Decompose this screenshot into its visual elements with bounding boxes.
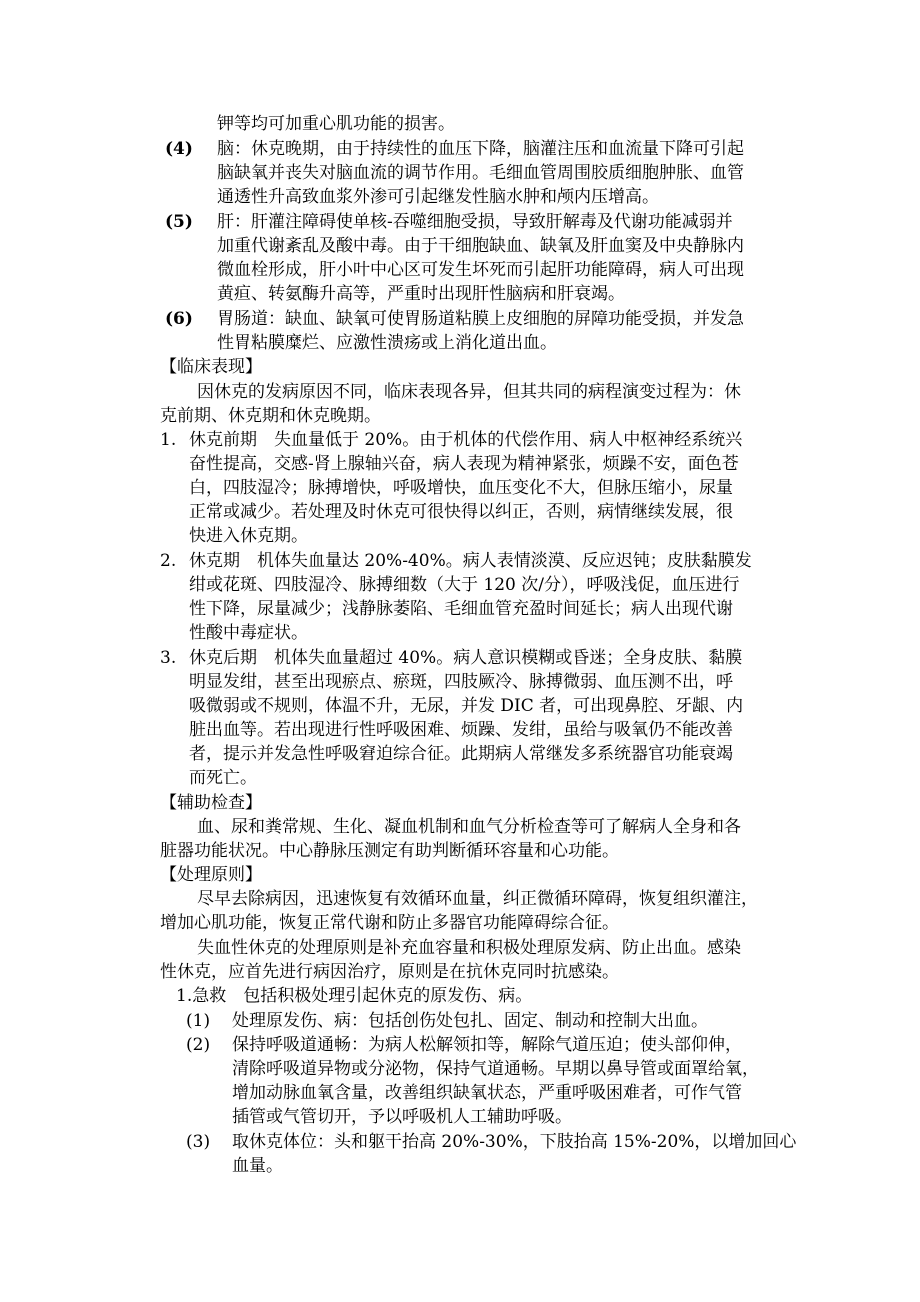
stage-1-line: 正常或减少。若处理及时休克可很快得以纠正，否则，病情继续发展，很 [189, 502, 733, 522]
liver-item-marker: (5) [165, 212, 193, 232]
stage-3-marker: 3. [160, 648, 177, 668]
step-3-line: 取休克体位：头和躯干抬高 20%-30%，下肢抬高 15%-20%，以增加回心 [232, 1132, 797, 1152]
gut-item-line: 胃肠道：缺血、缺氧可使胃肠道粘膜上皮细胞的屏障功能受损，并发急 [217, 309, 744, 329]
treatment-heading: 【处理原则】 [160, 865, 262, 885]
stage-3-line: 而死亡。 [189, 768, 257, 788]
brain-item-marker: (4) [165, 139, 193, 159]
gut-item-marker: (6) [165, 309, 193, 329]
liver-item-line: 黄疸、转氨酶升高等，严重时出现肝性脑病和肝衰竭。 [217, 284, 625, 304]
stage-1-line: 快进入休克期。 [189, 526, 308, 546]
stage-1-line: 白，四肢湿冷；脉搏增快，呼吸增快，血压变化不大，但脉压缩小，尿量 [189, 478, 733, 498]
stage-2-marker: 2. [160, 551, 177, 571]
brain-item-line: 脑：休克晚期，由于持续性的血压下降，脑灌注压和血流量下降可引起 [217, 139, 744, 159]
treatment-p1-line: 增加心肌功能，恢复正常代谢和防止多器官功能障碍综合征。 [160, 913, 619, 933]
liver-item-line: 肝：肝灌注障碍使单核-吞噬细胞受损，导致肝解毒及代谢功能减弱并 [217, 212, 733, 232]
stage-3-line: 吸微弱或不规则，体温不升，无尿，并发 DIC 者，可出现鼻腔、牙龈、内 [189, 696, 744, 716]
stage-2-line: 性酸中毒症状。 [189, 623, 308, 643]
stage-3-line: 者，提示并发急性呼吸窘迫综合征。此期病人常继发多系统器官功能衰竭 [189, 744, 733, 764]
heart-continuation-line: 钾等均可加重心肌功能的损害。 [217, 114, 455, 134]
step-2-marker: (2) [186, 1035, 211, 1055]
emergency-line: 1.急救 包括积极处理引起休克的原发伤、病。 [176, 986, 533, 1006]
brain-item-line: 通透性升高致血浆外渗可引起继发性脑水肿和颅内压增高。 [217, 187, 659, 207]
step-1-marker: (1) [186, 1011, 211, 1031]
step-2-line: 清除呼吸道异物或分泌物，保持气道通畅。早期以鼻导管或面罩给氧， [232, 1059, 759, 1079]
treatment-p1-line: 尽早去除病因，迅速恢复有效循环血量，纠正微循环障碍，恢复组织灌注， [197, 889, 758, 909]
clinical-intro-line: 克前期、休克期和休克晚期。 [160, 406, 381, 426]
aux-line: 脏器功能状况。中心静脉压测定有助判断循环容量和心功能。 [160, 841, 619, 861]
stage-3-line: 脏出血等。若出现进行性呼吸困难、烦躁、发绀，虽给与吸氧仍不能改善 [189, 720, 733, 740]
step-2-line: 保持呼吸道通畅：为病人松解领扣等，解除气道压迫；使头部仰伸， [232, 1035, 742, 1055]
liver-item-line: 微血栓形成，肝小叶中心区可发生坏死而引起肝功能障碍，病人可出现 [217, 260, 744, 280]
stage-2-line: 绀或花斑、四肢湿冷、脉搏细数（大于 120 次/分），呼吸浅促，血压进行 [189, 575, 740, 595]
treatment-p2-line: 性休克，应首先进行病因治疗，原则是在抗休克同时抗感染。 [160, 962, 619, 982]
stage-2-line: 休克期 机体失血量达 20%-40%。病人表情淡漠、反应迟钝；皮肤黏膜发 [189, 551, 752, 571]
step-3-marker: (3) [186, 1132, 211, 1152]
clinical-intro-line: 因休克的发病原因不同，临床表现各异，但其共同的病程演变过程为：休 [197, 382, 741, 402]
treatment-p2-line: 失血性休克的处理原则是补充血容量和积极处理原发病、防止出血。感染 [197, 938, 741, 958]
step-2-line: 增加动脉血氧含量，改善组织缺氧状态，严重呼吸困难者，可作气管 [232, 1083, 742, 1103]
brain-item-line: 脑缺氧并丧失对脑血流的调节作用。毛细血管周围胶质细胞肿胀、血管 [217, 163, 744, 183]
stage-3-line: 明显发绀，甚至出现瘀点、瘀斑，四肢厥冷、脉搏微弱、血压测不出，呼 [189, 672, 733, 692]
stage-1-marker: 1. [160, 430, 177, 450]
clinical-heading: 【临床表现】 [160, 357, 262, 377]
stage-3-line: 休克后期 机体失血量超过 40%。病人意识模糊或昏迷；全身皮肤、黏膜 [189, 648, 743, 668]
aux-heading: 【辅助检查】 [160, 793, 262, 813]
step-2-line: 插管或气管切开，予以呼吸机人工辅助呼吸。 [232, 1107, 572, 1127]
stage-2-line: 性下降，尿量减少；浅静脉萎陷、毛细血管充盈时间延长；病人出现代谢 [189, 599, 733, 619]
gut-item-line: 性胃粘膜糜烂、应激性溃疡或上消化道出血。 [217, 333, 557, 353]
stage-1-line: 休克前期 失血量低于 20%。由于机体的代偿作用、病人中枢神经系统兴 [189, 430, 743, 450]
step-1-line: 处理原发伤、病：包括创伤处包扎、固定、制动和控制大出血。 [232, 1011, 708, 1031]
step-3-line: 血量。 [232, 1156, 283, 1176]
aux-line: 血、尿和粪常规、生化、凝血机制和血气分析检查等可了解病人全身和各 [197, 817, 741, 837]
liver-item-line: 加重代谢紊乱及酸中毒。由于干细胞缺血、缺氧及肝血窦及中央静脉内 [217, 236, 744, 256]
stage-1-line: 奋性提高，交感-肾上腺轴兴奋，病人表现为精神紧张，烦躁不安，面色苍 [189, 454, 739, 474]
